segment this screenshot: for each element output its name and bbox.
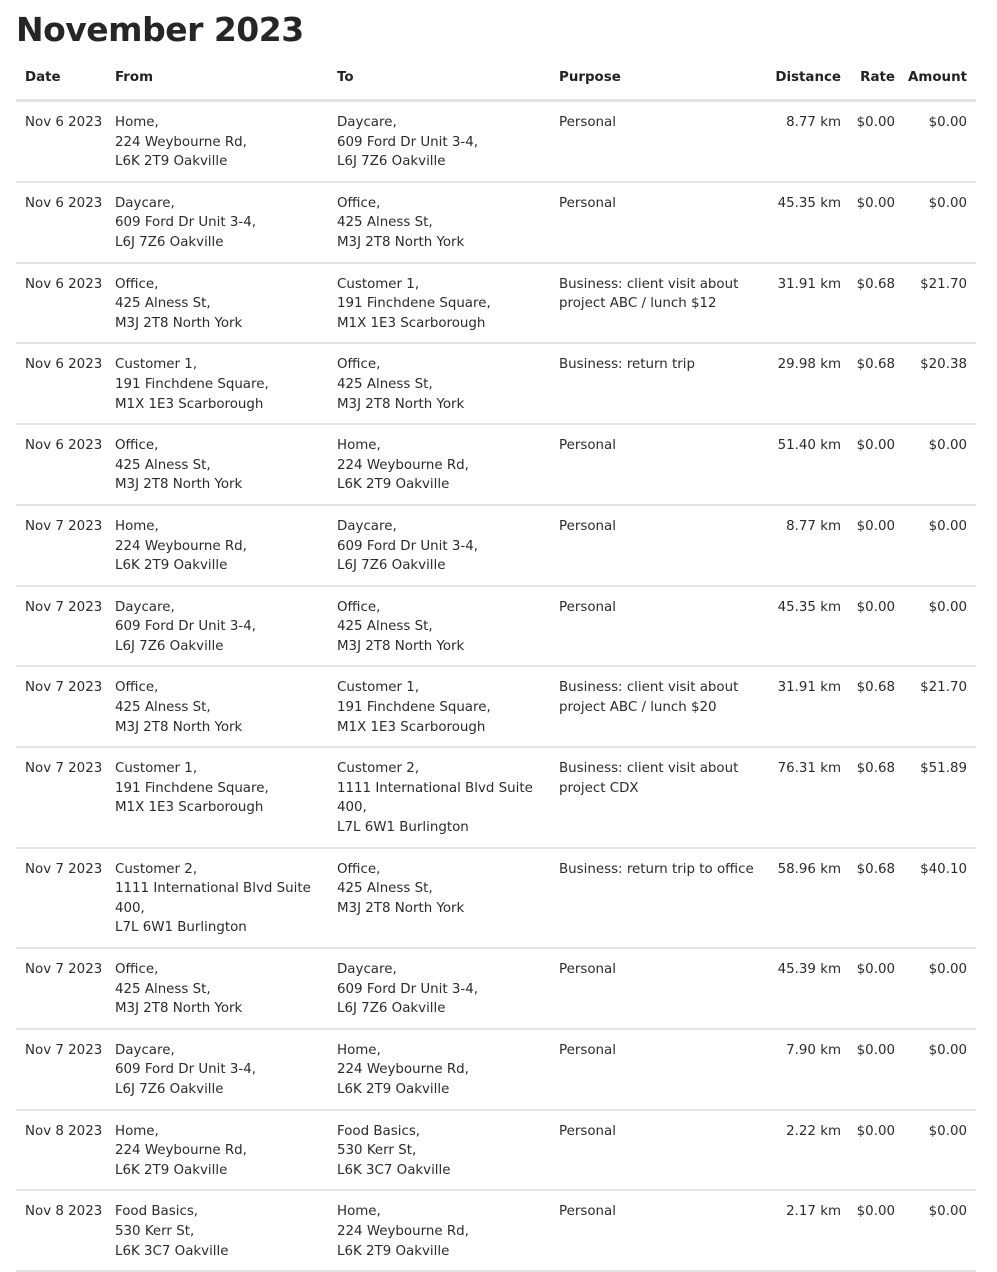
column-header-from: From: [106, 69, 328, 101]
to-address-line: L6K 2T9 Oakville: [337, 477, 450, 493]
rate-cell: $0.00: [850, 505, 904, 586]
to-address-line: Customer 2,: [337, 761, 420, 777]
from-address-line: 224 Weybourne Rd,: [115, 538, 247, 554]
date-cell: Nov 6 2023: [16, 263, 106, 344]
date-cell: Nov 6 2023: [16, 424, 106, 505]
table-row: [16, 505, 976, 586]
from-cell: [106, 747, 328, 847]
amount-cell: $0.00: [904, 182, 976, 263]
to-address-line: M1X 1E3 Scarborough: [337, 315, 486, 331]
to-address-line: 1111 International Blvd Suite 400,: [337, 780, 533, 816]
to-cell: [328, 666, 550, 747]
from-address-line: 425 Alness St,: [115, 700, 211, 716]
from-cell: [106, 948, 328, 1029]
from-address-line: M3J 2T8 North York: [115, 1001, 243, 1017]
to-cell: [328, 182, 550, 263]
column-header-to: To: [328, 69, 550, 101]
distance-cell: 45.39 km: [758, 948, 850, 1029]
purpose-cell: Personal: [550, 1029, 758, 1110]
from-cell: [106, 424, 328, 505]
to-address-line: Food Basics,: [337, 1123, 421, 1139]
rate-cell: $0.68: [850, 848, 904, 948]
from-cell: [106, 182, 328, 263]
to-address-line: 224 Weybourne Rd,: [337, 1223, 469, 1239]
purpose-cell: Personal: [550, 1190, 758, 1271]
table-row: [16, 848, 976, 948]
from-cell: [106, 848, 328, 948]
table-row: [16, 182, 976, 263]
table-row: [16, 263, 976, 344]
mileage-table: [16, 69, 976, 1272]
table-row: [16, 666, 976, 747]
rate-cell: $0.00: [850, 101, 904, 182]
rate-cell: $0.68: [850, 263, 904, 344]
to-address-line: 609 Ford Dr Unit 3-4,: [337, 538, 478, 554]
distance-cell: 58.96 km: [758, 848, 850, 948]
to-address-line: Office,: [337, 861, 381, 877]
amount-cell: $0.00: [904, 101, 976, 182]
rate-cell: $0.68: [850, 343, 904, 424]
amount-cell: $0.00: [904, 1190, 976, 1271]
to-address-line: L6K 2T9 Oakville: [337, 1243, 450, 1259]
amount-cell: $0.00: [904, 1029, 976, 1110]
to-address-line: Daycare,: [337, 962, 397, 977]
from-address-line: Daycare,: [115, 1042, 175, 1058]
table-row: [16, 1190, 976, 1271]
amount-cell: $0.00: [904, 505, 976, 586]
from-address-line: 191 Finchdene Square,: [115, 376, 269, 392]
to-address-line: 425 Alness St,: [337, 881, 433, 897]
to-address-line: M3J 2T8 North York: [337, 638, 465, 654]
purpose-cell: Personal: [550, 586, 758, 667]
from-cell: [106, 505, 328, 586]
purpose-cell: Business: return trip to office: [550, 848, 758, 948]
distance-cell: 8.77 km: [758, 101, 850, 182]
date-cell: Nov 6 2023: [16, 182, 106, 263]
rate-cell: $0.00: [850, 1190, 904, 1271]
to-address-line: M3J 2T8 North York: [337, 234, 465, 250]
from-address-line: Customer 2,: [115, 861, 198, 877]
to-address-line: L6J 7Z6 Oakville: [337, 558, 446, 574]
from-address-line: L6K 2T9 Oakville: [115, 558, 228, 574]
from-address-line: M1X 1E3 Scarborough: [115, 800, 264, 816]
to-cell: [328, 263, 550, 344]
from-address-line: L6K 3C7 Oakville: [115, 1243, 229, 1259]
table-row: [16, 948, 976, 1029]
date-cell: Nov 7 2023: [16, 586, 106, 667]
to-cell: [328, 1110, 550, 1191]
amount-cell: $0.00: [904, 1110, 976, 1191]
to-cell: [328, 343, 550, 424]
distance-cell: 7.90 km: [758, 1029, 850, 1110]
purpose-cell: Personal: [550, 424, 758, 505]
from-cell: [106, 1190, 328, 1271]
date-cell: Nov 7 2023: [16, 948, 106, 1029]
from-address-line: Home,: [115, 518, 159, 534]
rate-cell: $0.00: [850, 948, 904, 1029]
table-row: [16, 1110, 976, 1191]
distance-cell: 8.77 km: [758, 505, 850, 586]
to-address-line: Office,: [337, 357, 381, 373]
column-header-date: Date: [16, 69, 106, 101]
amount-cell: $20.38: [904, 343, 976, 424]
date-cell: Nov 7 2023: [16, 747, 106, 847]
from-address-line: Office,: [115, 438, 159, 454]
to-cell: [328, 586, 550, 667]
from-address-line: 191 Finchdene Square,: [115, 780, 269, 796]
to-cell: [328, 505, 550, 586]
table-row: [16, 747, 976, 847]
from-address-line: L6J 7Z6 Oakville: [115, 638, 224, 654]
to-cell: [328, 848, 550, 948]
from-address-line: M3J 2T8 North York: [115, 477, 243, 493]
from-address-line: Food Basics,: [115, 1204, 199, 1220]
to-address-line: 425 Alness St,: [337, 619, 433, 635]
from-address-line: Home,: [115, 1123, 159, 1139]
purpose-cell: Personal: [550, 948, 758, 1029]
from-address-line: L7L 6W1 Burlington: [115, 920, 247, 936]
to-cell: [328, 424, 550, 505]
from-address-line: Office,: [115, 962, 159, 977]
from-address-line: 1111 International Blvd Suite 400,: [115, 881, 311, 916]
rate-cell: $0.00: [850, 586, 904, 667]
from-cell: [106, 1110, 328, 1191]
to-address-line: Customer 1,: [337, 680, 420, 696]
to-address-line: Home,: [337, 1042, 381, 1058]
distance-cell: 31.91 km: [758, 263, 850, 344]
purpose-cell: Personal: [550, 182, 758, 263]
from-address-line: 425 Alness St,: [115, 457, 211, 473]
column-header-purpose: Purpose: [550, 69, 758, 101]
to-address-line: M3J 2T8 North York: [337, 396, 465, 412]
to-cell: [328, 101, 550, 182]
rate-cell: $0.00: [850, 424, 904, 505]
purpose-cell: Personal: [550, 505, 758, 586]
amount-cell: $51.89: [904, 747, 976, 847]
to-address-line: 191 Finchdene Square,: [337, 296, 491, 312]
from-address-line: L6J 7Z6 Oakville: [115, 1081, 224, 1097]
from-address-line: L6K 2T9 Oakville: [115, 154, 228, 170]
rate-cell: $0.68: [850, 747, 904, 847]
from-address-line: 609 Ford Dr Unit 3-4,: [115, 215, 256, 231]
distance-cell: 45.35 km: [758, 586, 850, 667]
table-row: [16, 424, 976, 505]
purpose-cell: Business: client visit about project CDX: [550, 747, 758, 847]
rate-cell: $0.00: [850, 1029, 904, 1110]
from-address-line: 609 Ford Dr Unit 3-4,: [115, 1062, 256, 1078]
from-cell: [106, 666, 328, 747]
from-cell: [106, 343, 328, 424]
to-address-line: 191 Finchdene Square,: [337, 700, 491, 716]
to-address-line: 530 Kerr St,: [337, 1143, 417, 1159]
from-address-line: 224 Weybourne Rd,: [115, 134, 247, 150]
to-address-line: Office,: [337, 195, 381, 211]
date-cell: Nov 7 2023: [16, 1029, 106, 1110]
to-address-line: Office,: [337, 599, 381, 615]
amount-cell: $0.00: [904, 586, 976, 667]
from-cell: [106, 586, 328, 667]
distance-cell: 2.22 km: [758, 1110, 850, 1191]
from-cell: [106, 1029, 328, 1110]
distance-cell: 31.91 km: [758, 666, 850, 747]
table-row: [16, 1029, 976, 1110]
to-address-line: Daycare,: [337, 115, 397, 130]
to-address-line: Customer 1,: [337, 276, 420, 292]
date-cell: Nov 7 2023: [16, 666, 106, 747]
column-header-amount: Amount: [904, 69, 976, 101]
to-cell: [328, 948, 550, 1029]
to-cell: [328, 1029, 550, 1110]
table-row: [16, 101, 976, 182]
to-address-line: L6J 7Z6 Oakville: [337, 154, 446, 170]
from-address-line: L6K 2T9 Oakville: [115, 1162, 228, 1178]
to-address-line: 224 Weybourne Rd,: [337, 457, 469, 473]
purpose-cell: Personal: [550, 101, 758, 182]
date-cell: Nov 8 2023: [16, 1190, 106, 1271]
distance-cell: 51.40 km: [758, 424, 850, 505]
from-address-line: 609 Ford Dr Unit 3-4,: [115, 619, 256, 635]
purpose-cell: Business: client visit about project ABC / lunch $12: [550, 263, 758, 344]
from-address-line: 224 Weybourne Rd,: [115, 1143, 247, 1159]
from-address-line: Customer 1,: [115, 761, 198, 777]
table-header: [16, 69, 976, 101]
from-address-line: L6J 7Z6 Oakville: [115, 234, 224, 250]
to-address-line: Home,: [337, 438, 381, 454]
rate-cell: $0.00: [850, 1110, 904, 1191]
to-address-line: 425 Alness St,: [337, 215, 433, 231]
rate-cell: $0.68: [850, 666, 904, 747]
to-address-line: M3J 2T8 North York: [337, 900, 465, 916]
from-address-line: Customer 1,: [115, 357, 198, 373]
to-address-line: L7L 6W1 Burlington: [337, 820, 469, 836]
from-address-line: Daycare,: [115, 599, 175, 615]
distance-cell: 29.98 km: [758, 343, 850, 424]
to-cell: [328, 747, 550, 847]
mileage-log-page: [16, 0, 976, 1272]
from-address-line: M3J 2T8 North York: [115, 315, 243, 331]
to-address-line: Home,: [337, 1204, 381, 1220]
table-body: [16, 101, 976, 1272]
table-row: [16, 343, 976, 424]
date-cell: Nov 6 2023: [16, 343, 106, 424]
from-cell: [106, 263, 328, 344]
from-address-line: 425 Alness St,: [115, 296, 211, 312]
amount-cell: $21.70: [904, 666, 976, 747]
distance-cell: 76.31 km: [758, 747, 850, 847]
to-address-line: 609 Ford Dr Unit 3-4,: [337, 134, 478, 150]
from-address-line: 530 Kerr St,: [115, 1223, 195, 1239]
to-address-line: L6J 7Z6 Oakville: [337, 1001, 446, 1017]
date-cell: Nov 8 2023: [16, 1110, 106, 1191]
header-row: [16, 69, 976, 101]
from-address-line: Home,: [115, 115, 159, 130]
amount-cell: $40.10: [904, 848, 976, 948]
from-address-line: M1X 1E3 Scarborough: [115, 396, 264, 412]
column-header-distance: Distance: [758, 69, 850, 101]
amount-cell: $0.00: [904, 424, 976, 505]
date-cell: Nov 6 2023: [16, 101, 106, 182]
table-row: [16, 586, 976, 667]
to-address-line: M1X 1E3 Scarborough: [337, 719, 486, 735]
rate-cell: $0.00: [850, 182, 904, 263]
page-title: November 2023: [16, 10, 304, 49]
from-address-line: M3J 2T8 North York: [115, 719, 243, 735]
from-address-line: Daycare,: [115, 195, 175, 211]
from-cell: [106, 101, 328, 182]
distance-cell: 45.35 km: [758, 182, 850, 263]
from-address-line: Office,: [115, 276, 159, 292]
from-address-line: Office,: [115, 680, 159, 696]
to-address-line: L6K 2T9 Oakville: [337, 1081, 450, 1097]
to-address-line: L6K 3C7 Oakville: [337, 1162, 451, 1178]
amount-cell: $0.00: [904, 948, 976, 1029]
to-address-line: 609 Ford Dr Unit 3-4,: [337, 981, 478, 997]
from-address-line: 425 Alness St,: [115, 981, 211, 997]
to-address-line: 224 Weybourne Rd,: [337, 1062, 469, 1078]
purpose-cell: Business: return trip: [550, 343, 758, 424]
column-header-rate: Rate: [850, 69, 904, 101]
to-address-line: Daycare,: [337, 518, 397, 534]
purpose-cell: Personal: [550, 1110, 758, 1191]
distance-cell: 2.17 km: [758, 1190, 850, 1271]
amount-cell: $21.70: [904, 263, 976, 344]
to-address-line: 425 Alness St,: [337, 376, 433, 392]
date-cell: Nov 7 2023: [16, 505, 106, 586]
to-cell: [328, 1190, 550, 1271]
date-cell: Nov 7 2023: [16, 848, 106, 948]
purpose-cell: Business: client visit about project ABC / lunch $20: [550, 666, 758, 747]
